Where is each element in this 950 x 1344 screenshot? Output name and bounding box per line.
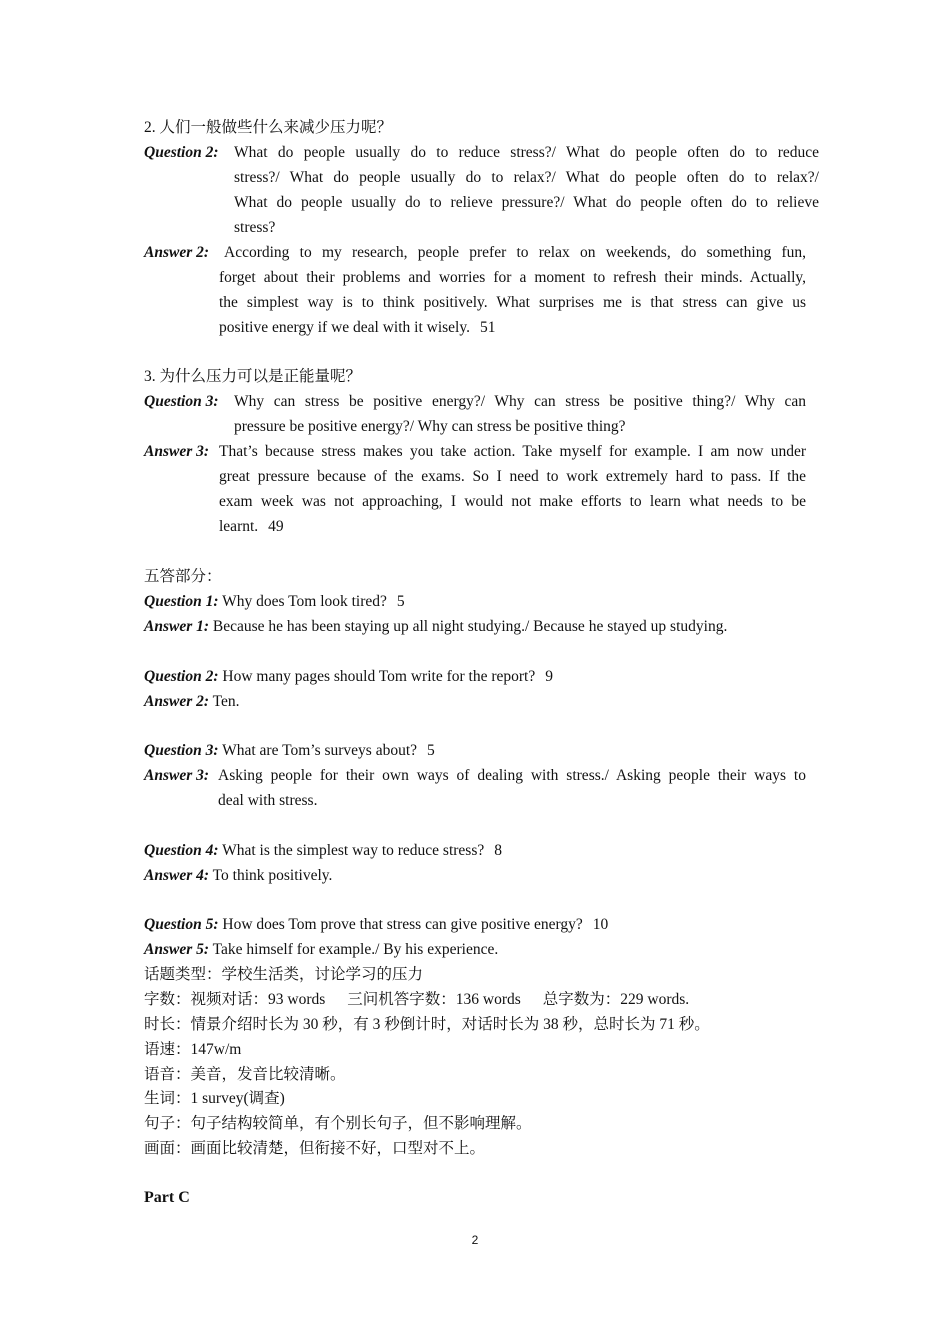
- five-answer-1-label: Answer 1:: [144, 618, 210, 635]
- answer-2-line-2: forget about their problems and worries for a moment to refresh their minds. Actually,: [219, 269, 806, 286]
- note-duration: 时长：情景介绍时长为 30 秒，有 3 秒倒计时，对话时长为 38 秒，总时长为 71 秒。: [144, 1016, 710, 1033]
- question-3-line-1: Why can stress be positive energy?/ Why can stress be positive thing?/ Why can: [234, 393, 806, 410]
- five-answer-1: [144, 617, 727, 637]
- five-question-5: [144, 915, 608, 935]
- five-question-2-label: Question 2:: [144, 668, 219, 685]
- question-2-line-1: What do people usually do to reduce stress?/ What do people often do to reduce: [234, 144, 819, 161]
- answer-2-label: Answer 2:: [144, 244, 210, 261]
- answer-3-line-4-text: learnt.: [219, 518, 259, 535]
- question-2-label-text: Question 2:: [144, 144, 219, 161]
- five-question-2: [144, 667, 553, 687]
- note-words-total: 总字数为：229 words.: [542, 991, 690, 1008]
- five-question-3-label: Question 3:: [144, 742, 219, 759]
- five-question-3-count: 5: [427, 742, 435, 759]
- five-answer-heading: 五答部分：: [144, 568, 222, 585]
- section-3-heading: 3. 为什么压力可以是正能量呢？: [144, 368, 362, 385]
- answer-3-line-2: great pressure because of the exams. So I need to work extremely hard to pass. If the: [219, 468, 806, 485]
- note-topic: 话题类型：学校生活类，讨论学习的压力: [144, 966, 424, 983]
- answer-3-line-3: exam week was not approaching, I would not make efforts to learn what needs to be: [219, 493, 806, 510]
- note-accent: 语音：美音，发音比较清晰。: [144, 1066, 346, 1083]
- five-answer-2-text: Ten.: [212, 693, 240, 710]
- note-words-qa: 三问机答字数：136 words: [347, 991, 521, 1008]
- note-word-counts: [144, 990, 689, 1010]
- answer-3-line-4: [219, 517, 284, 537]
- answer-3-label: Answer 3:: [144, 443, 210, 460]
- five-answer-2-label: Answer 2:: [144, 693, 210, 710]
- section-2-heading: 2. 人们一般做些什么来减少压力呢？: [144, 119, 393, 136]
- five-answer-3-line-2: deal with stress.: [218, 792, 318, 809]
- answer-2-word-count: 51: [479, 319, 496, 336]
- five-question-5-count: 10: [592, 916, 609, 933]
- five-question-1-count: 5: [396, 593, 405, 610]
- five-question-2-text: How many pages should Tom write for the report?: [222, 668, 536, 685]
- answer-2-line-4-text: positive energy if we deal with it wisely.: [219, 319, 470, 336]
- note-visual: 画面：画面比较清楚，但衔接不好，口型对不上。: [144, 1140, 486, 1157]
- page-number: 2: [471, 1233, 479, 1247]
- five-question-4: [144, 841, 502, 861]
- five-answer-1-text: Because he has been staying up all night studying./ Because he stayed up studying.: [212, 618, 728, 635]
- question-2-line-2: stress?/ What do people usually do to relax?/ What do people often do to relax?/: [234, 169, 819, 186]
- note-words-video: 字数：视频对话：93 words: [144, 991, 326, 1008]
- five-question-2-count: 9: [545, 668, 553, 685]
- five-question-5-text: How does Tom prove that stress can give positive energy?: [222, 916, 583, 933]
- question-2-line-3: What do people usually do to relieve pressure?/ What do people often do to relieve: [234, 194, 819, 211]
- five-question-3-text: What are Tom’s surveys about?: [222, 742, 418, 759]
- answer-2-line-1: According to my research, people prefer to relax on weekends, do something fun,: [224, 244, 806, 261]
- five-question-1-text: Why does Tom look tired?: [222, 593, 387, 610]
- note-vocab: 生词：1 survey(调查): [144, 1090, 285, 1107]
- five-question-5-label: Question 5:: [144, 916, 219, 933]
- note-sentences: 句子：句子结构较简单，有个别长句子，但不影响理解。: [144, 1115, 532, 1132]
- question-3-line-2: pressure be positive energy?/ Why can stress be positive thing?: [234, 418, 626, 435]
- five-answer-3-line-1: Asking people for their own ways of dealing with stress./ Asking people their ways to: [218, 767, 806, 784]
- answer-3-word-count: 49: [268, 518, 284, 535]
- five-answer-3-label: Answer 3:: [144, 767, 210, 784]
- part-c-heading: Part C: [144, 1189, 190, 1206]
- five-answer-5-text: Take himself for example./ By his experience.: [212, 941, 499, 958]
- question-3-label: Question 3:: [144, 393, 219, 410]
- five-answer-5: [144, 940, 498, 960]
- five-question-4-label: Question 4:: [144, 842, 219, 859]
- answer-2-line-4: [219, 318, 495, 338]
- five-question-4-text: What is the simplest way to reduce stress?: [222, 842, 485, 859]
- note-speed: 语速：147w/m: [144, 1041, 242, 1058]
- question-2-line-4: stress?: [234, 219, 276, 236]
- five-question-1-label: Question 1:: [144, 593, 219, 610]
- five-question-3: [144, 741, 435, 761]
- five-answer-4-text: To think positively.: [212, 867, 333, 884]
- five-question-1: [144, 592, 405, 612]
- answer-3-line-1: That’s because stress makes you take action. Take myself for example. I am now under: [219, 443, 806, 460]
- answer-2-line-3: the simplest way is to think positively. What surprises me is that stress can give us: [219, 294, 806, 311]
- five-answer-4: [144, 866, 332, 886]
- five-answer-4-label: Answer 4:: [144, 867, 210, 884]
- five-question-4-count: 8: [494, 842, 502, 859]
- five-answer-2: [144, 692, 240, 712]
- five-answer-5-label: Answer 5:: [144, 941, 210, 958]
